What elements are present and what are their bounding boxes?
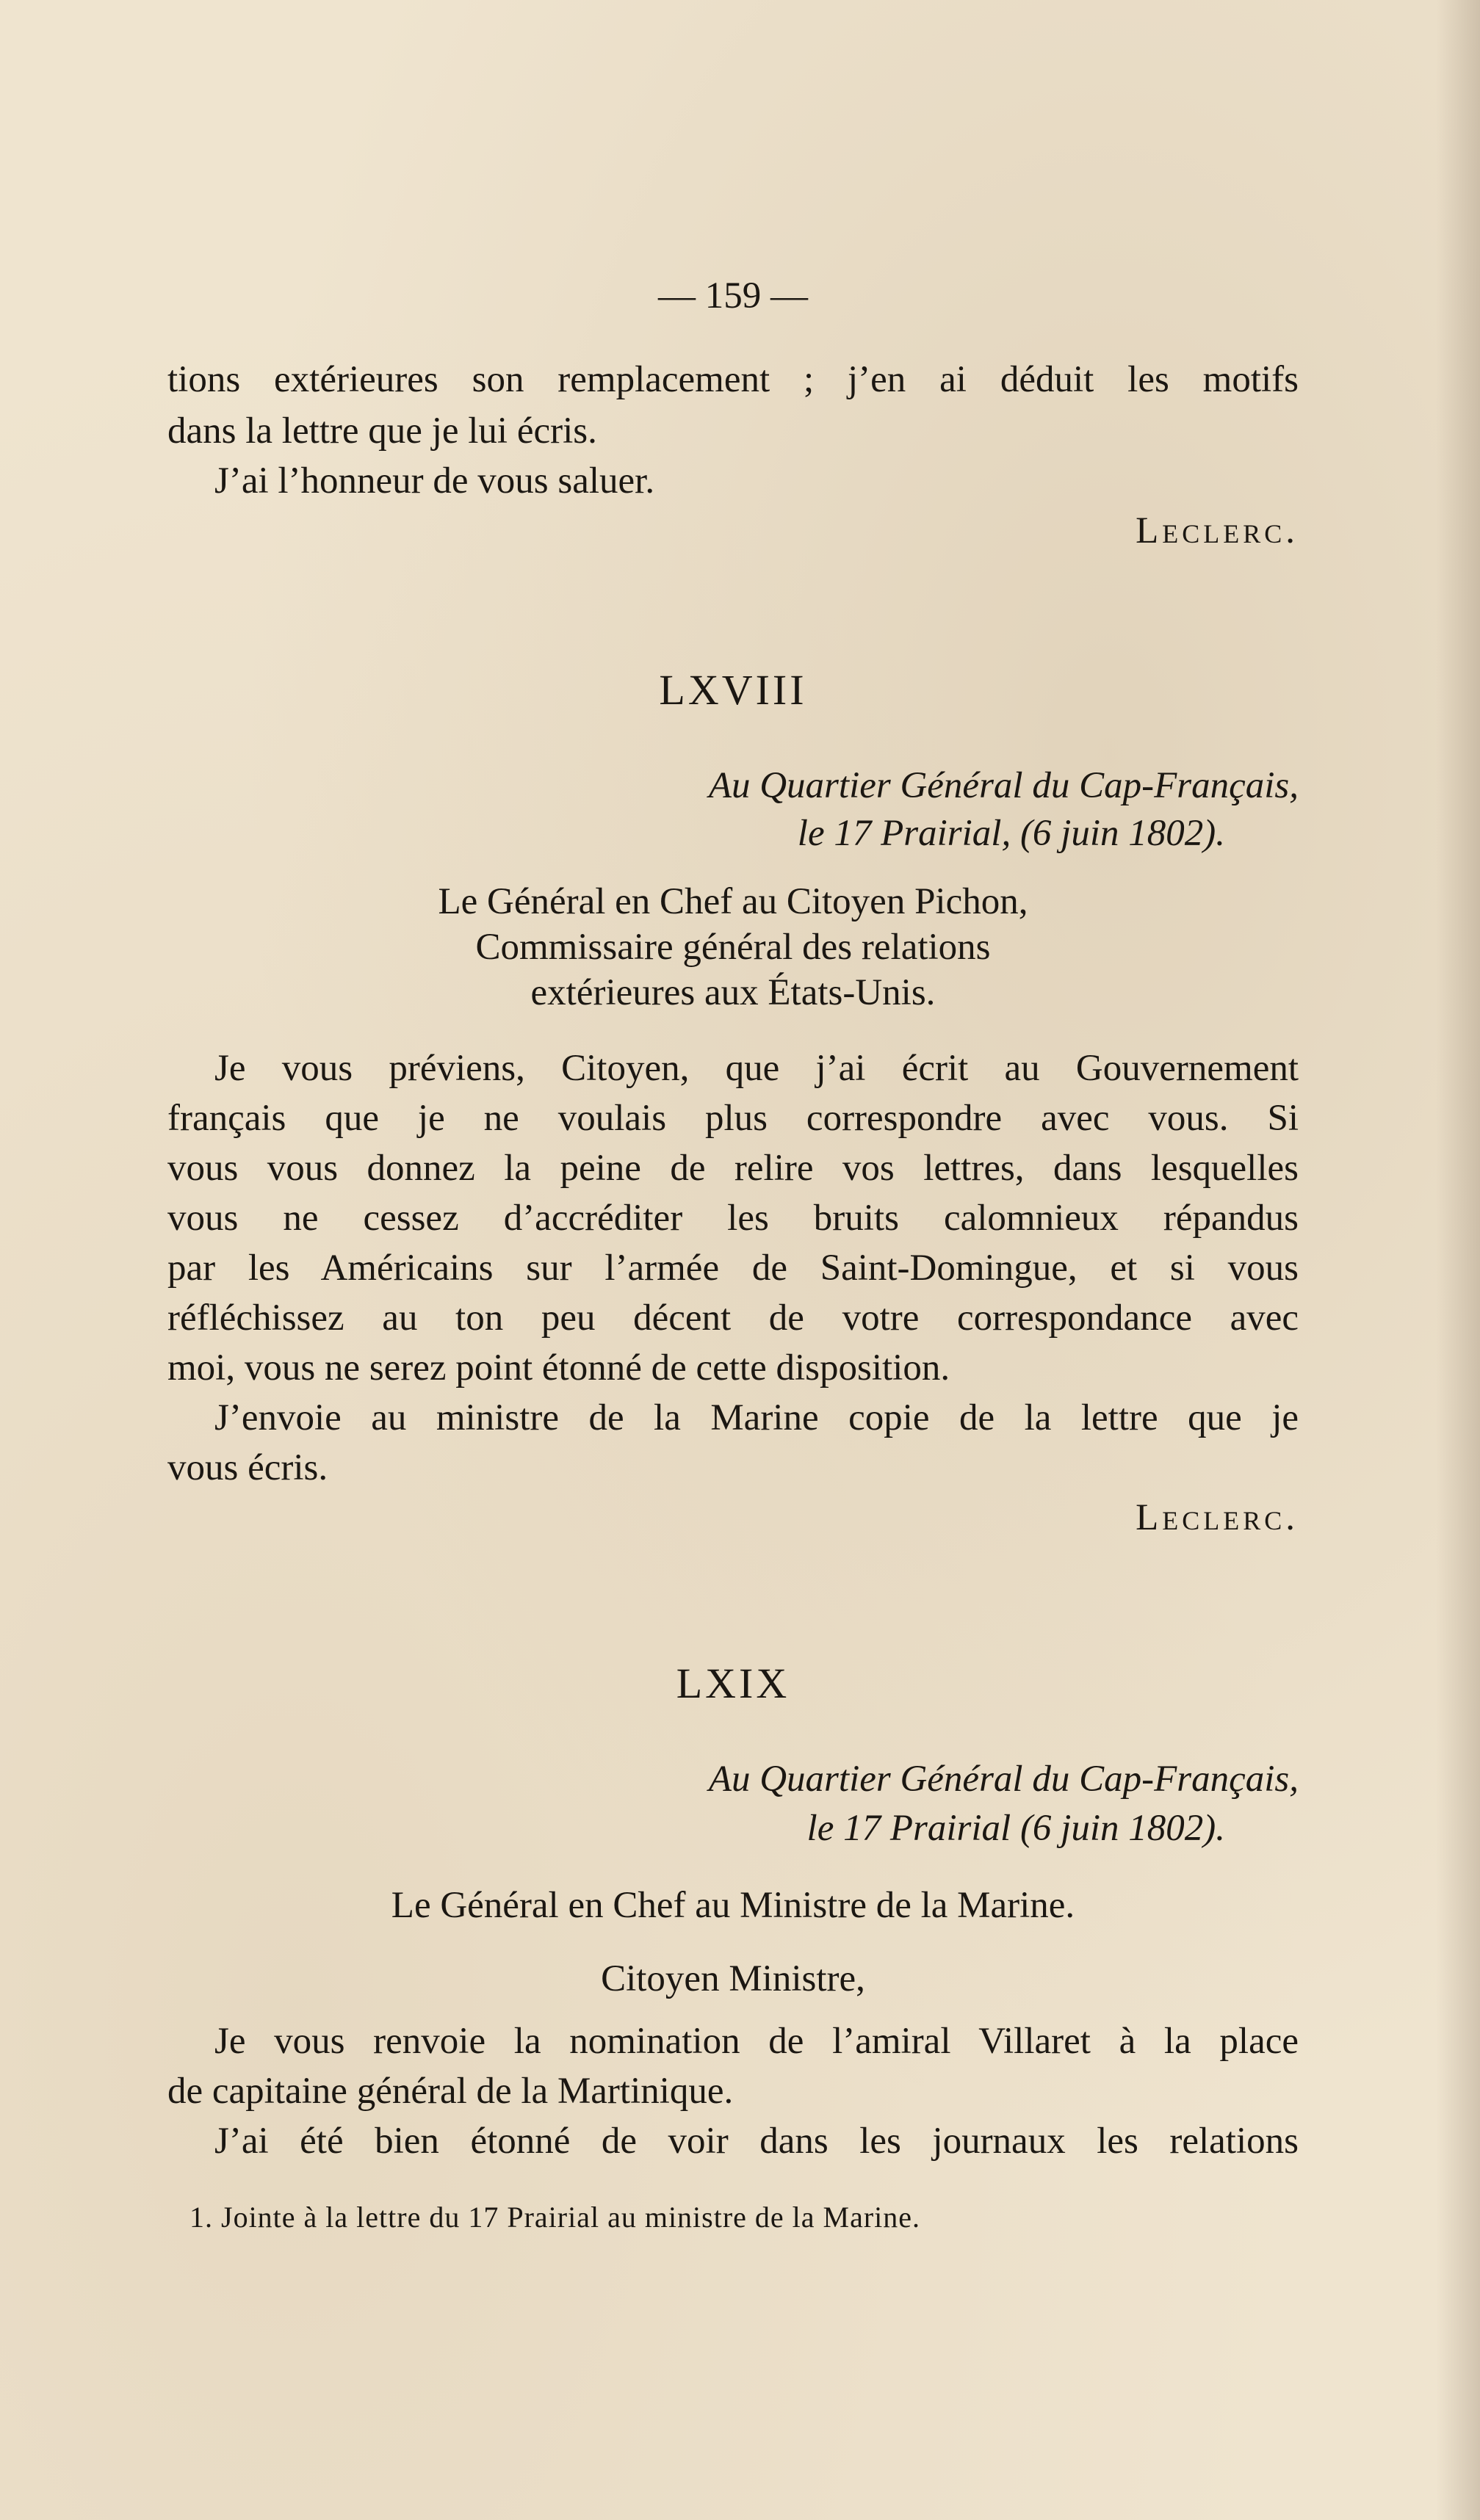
letter-68-addressee-2: Commissaire général des relations <box>475 927 991 968</box>
letter-67-signature: Leclerc. <box>1136 510 1299 551</box>
letter-69-body-line-2: de capitaine général de la Martinique. <box>167 2071 734 2112</box>
letter-69-body-line-1: Je vous renvoie la nomination de l’amiral Villaret à la place <box>214 2021 1299 2062</box>
letter-68-place-line-2: le 17 Prairial, (6 juin 1802). <box>797 813 1225 854</box>
letter-68-place-line-1: Au Quartier Général du Cap-Français, <box>708 765 1299 806</box>
letter-69-numeral: LXIX <box>676 1659 790 1707</box>
letter-68-addressee-3: extérieures aux États-Unis. <box>530 972 936 1013</box>
letter-67-line-1: tions extérieures son remplacement ; j’en ai déduit les motifs <box>167 359 1299 400</box>
letter-68-numeral: LXVIII <box>659 666 807 714</box>
letter-68-signature: Leclerc. <box>1136 1497 1299 1538</box>
letter-68-body-line-4: vous ne cessez d’accréditer les bruits calomnieux répandus <box>167 1198 1299 1239</box>
letter-69-body-line-3: J’ai été bien étonné de voir dans les journaux les relations <box>214 2121 1299 2162</box>
letter-68-addressee-1: Le Général en Chef au Citoyen Pichon, <box>438 881 1028 922</box>
letter-67-line-2: dans la lettre que je lui écris. <box>167 410 597 452</box>
letter-68-body2-line-1: J’envoie au ministre de la Marine copie de la lettre que je <box>214 1397 1299 1438</box>
letter-68-body-line-5: par les Américains sur l’armée de Saint-Domingue, et si vous <box>167 1248 1299 1289</box>
letter-68-body-line-3: vous vous donnez la peine de relire vos lettres, dans lesquelles <box>167 1148 1299 1189</box>
letter-69-place-line-2: le 17 Prairial (6 juin 1802). <box>806 1808 1225 1849</box>
letter-68-body-line-2: français que je ne voulais plus correspondre avec vous. Si <box>167 1098 1299 1139</box>
page-number: — 159 — <box>658 275 808 316</box>
letter-69-salutation: Citoyen Ministre, <box>601 1958 865 1999</box>
letter-69-addressee: Le Général en Chef au Ministre de la Marine. <box>391 1885 1075 1926</box>
letter-68-body-line-1: Je vous préviens, Citoyen, que j’ai écrit au Gouvernement <box>214 1048 1299 1089</box>
letter-68-body-line-6: réfléchissez au ton peu décent de votre correspondance avec <box>167 1297 1299 1339</box>
letter-68-body-line-7: moi, vous ne serez point étonné de cette disposition. <box>167 1347 950 1388</box>
letter-68-body2-line-2: vous écris. <box>167 1447 328 1488</box>
letter-67-closing: J’ai l’honneur de vous saluer. <box>214 460 655 502</box>
footnote: 1. Jointe à la lettre du 17 Prairial au ministre de la Marine. <box>189 2201 921 2234</box>
letter-69-place-line-1: Au Quartier Général du Cap-Français, <box>708 1759 1299 1800</box>
